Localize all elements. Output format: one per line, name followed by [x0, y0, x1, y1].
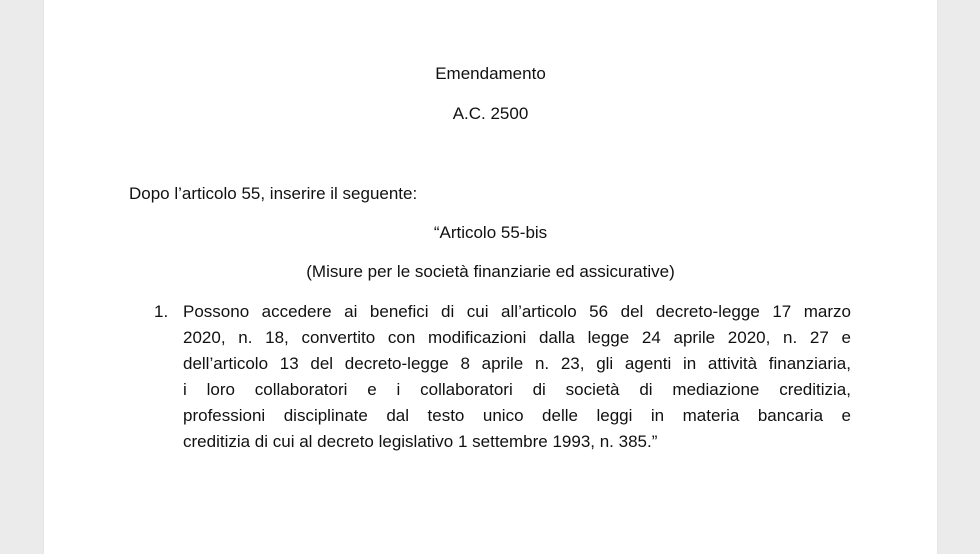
list-item-number: 1.: [154, 302, 169, 321]
paragraph-line: professioni disciplinate dal testo unico delle leggi in materia bancaria e: [183, 406, 851, 425]
paragraph-line: i loro collaboratori e i collaboratori di società di mediazione creditizia,: [183, 380, 851, 399]
article-title: “Articolo 55-bis: [433, 223, 548, 242]
list-item-paragraph: [183, 302, 851, 458]
article-subtitle: (Misure per le società finanziarie ed assicurative): [306, 262, 675, 281]
instruction-text: Dopo l’articolo 55, inserire il seguente:: [129, 184, 418, 203]
paragraph-line: creditizia di cui al decreto legislativo 1 settembre 1993, n. 385.”: [183, 432, 658, 451]
paragraph-line: 2020, n. 18, convertito con modificazioni dalla legge 24 aprile 2020, n. 27 e: [183, 328, 851, 347]
document-heading: Emendamento: [435, 64, 546, 83]
paragraph-line: Possono accedere ai benefici di cui all’articolo 56 del decreto-legge 17 marzo: [183, 302, 851, 321]
paragraph-line: dell’articolo 13 del decreto-legge 8 aprile n. 23, gli agenti in attività finanziaria,: [183, 354, 851, 373]
document-page: [44, 0, 937, 554]
document-reference: A.C. 2500: [452, 104, 529, 123]
